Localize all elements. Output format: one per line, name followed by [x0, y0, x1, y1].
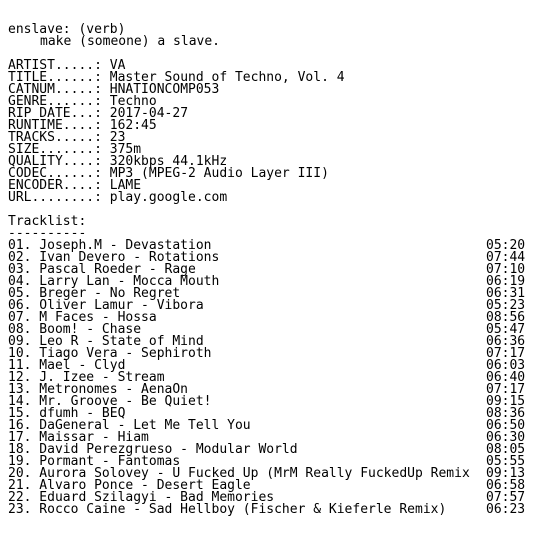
track-title: 07. M Faces - Hossa	[8, 310, 157, 325]
info-value: 2017-04-27	[109, 106, 189, 121]
info-key: TRACKS.....:	[8, 130, 102, 145]
info-value: MP3 (MPEG-2 Audio Layer III)	[109, 166, 329, 181]
track-title: 18. David Perezgrueso - Modular World	[8, 442, 298, 457]
track-duration: 07:57	[486, 490, 526, 505]
track-title: 20. Aurora Solovey - U Fucked Up (MrM Really FuckedUp Remix	[8, 466, 470, 481]
info-key: CATNUM.....:	[8, 82, 102, 97]
track-title: 17. Maissar - Hiam	[8, 430, 149, 445]
nfo-document	[8, 22, 526, 517]
track-duration: 07:17	[486, 346, 526, 361]
track-title: 04. Larry Lan - Mocca Mouth	[8, 274, 220, 289]
track-duration: 06:36	[486, 334, 526, 349]
info-value: 162:45	[109, 118, 157, 133]
track-title: 08. Boom! - Chase	[8, 322, 142, 337]
info-key: ENCODER....:	[8, 178, 102, 193]
track-title: 23. Rocco Caine - Sad Hellboy (Fischer & Kieferle Remix)	[8, 502, 447, 517]
tracklist-divider: ----------	[8, 226, 87, 241]
track-duration: 09:15	[486, 394, 526, 409]
info-value: 320kbps 44.1kHz	[109, 154, 228, 169]
info-key: ARTIST.....:	[8, 58, 102, 73]
track-duration: 09:13	[486, 466, 526, 481]
track-title: 09. Leo R - State of Mind	[8, 334, 204, 349]
info-key: RIP DATE...:	[8, 106, 102, 121]
track-duration: 06:23	[486, 502, 526, 517]
track-title: 21. Alvaro Ponce - Desert Eagle	[8, 478, 251, 493]
info-key: RUNTIME....:	[8, 118, 102, 133]
info-key: GENRE......:	[8, 94, 102, 109]
track-title: 11. Mael - Clyd	[8, 358, 126, 373]
track-title: 12. J. Izee - Stream	[8, 370, 165, 385]
info-key: TITLE......:	[8, 70, 102, 85]
info-key: CODEC......:	[8, 166, 102, 181]
track-title: 22. Eduard Szilagyi - Bad Memories	[8, 490, 275, 505]
track-title: 15. dfumh - BEQ	[8, 406, 126, 421]
tracklist	[8, 238, 526, 517]
track-duration: 06:31	[486, 286, 526, 301]
info-value: LAME	[109, 178, 142, 193]
track-title: 16. DaGeneral - Let Me Tell You	[8, 418, 251, 433]
track-duration: 07:17	[486, 382, 526, 397]
track-title: 10. Tiago Vera - Sephiroth	[8, 346, 212, 361]
track-duration: 08:36	[486, 406, 526, 421]
track-duration: 07:44	[486, 250, 526, 265]
release-info	[8, 60, 470, 204]
info-key: URL........:	[8, 190, 102, 205]
track-duration: 06:30	[486, 430, 526, 445]
track-duration: 05:47	[486, 322, 526, 337]
info-value: Techno	[109, 94, 157, 109]
track-title: 01. Joseph.M - Devastation	[8, 238, 212, 253]
track-duration: 05:55	[486, 454, 526, 469]
track-title: 05. Breger - No Regret	[8, 286, 181, 301]
info-value: 375m	[109, 142, 142, 157]
info-value: 23	[109, 130, 126, 145]
info-key: SIZE.......:	[8, 142, 102, 157]
track-title: 13. Metronomes - AenaOn	[8, 382, 189, 397]
track-row	[8, 502, 526, 517]
info-key: QUALITY....:	[8, 154, 102, 169]
track-duration: 06:19	[486, 274, 526, 289]
track-duration: 05:23	[486, 298, 526, 313]
track-duration: 06:58	[486, 478, 526, 493]
track-title: 19. Pormant - Fantomas	[8, 454, 181, 469]
track-duration: 08:05	[486, 442, 526, 457]
track-duration: 08:56	[486, 310, 526, 325]
info-value: play.google.com	[109, 190, 228, 205]
track-title: 02. Ivan Devero - Rotations	[8, 250, 220, 265]
track-title: 06. Oliver Lamur - Vibora	[8, 298, 204, 313]
tracklist-heading: Tracklist:	[8, 214, 87, 229]
info-row	[8, 192, 470, 204]
track-duration: 05:20	[486, 238, 526, 253]
track-title: 03. Pascal Roeder - Rage	[8, 262, 196, 277]
track-duration: 06:03	[486, 358, 526, 373]
track-duration: 06:50	[486, 418, 526, 433]
track-duration: 07:10	[486, 262, 526, 277]
info-value: VA	[109, 58, 126, 73]
info-value: HNATIONCOMP053	[109, 82, 220, 97]
track-duration: 06:40	[486, 370, 526, 385]
definition-term: enslave: (verb)	[8, 22, 126, 37]
track-title: 14. Mr. Groove - Be Quiet!	[8, 394, 212, 409]
definition-text: make (someone) a slave.	[40, 34, 221, 49]
info-value: Master Sound of Techno, Vol. 4	[109, 70, 345, 85]
